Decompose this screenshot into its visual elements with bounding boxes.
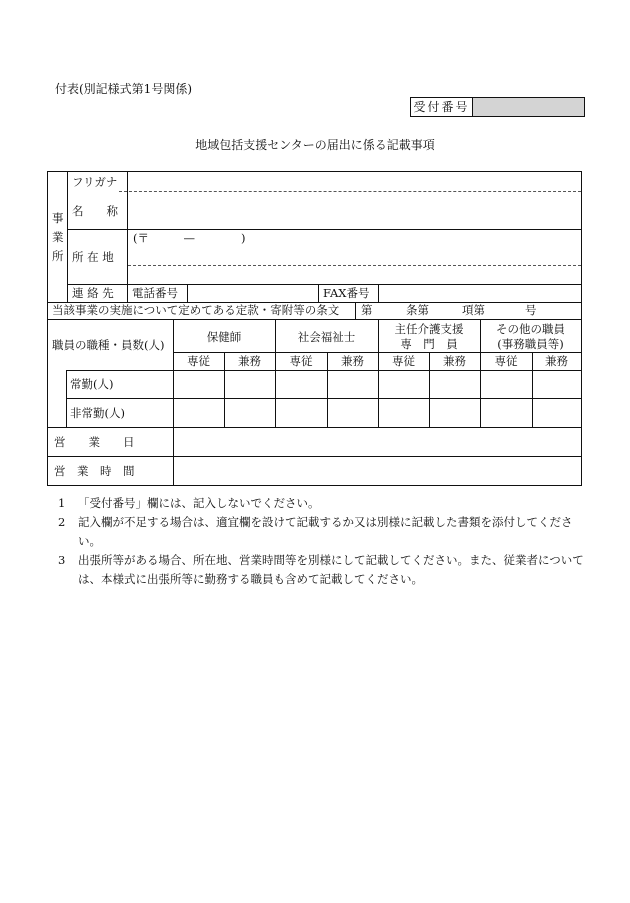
divider-address — [128, 265, 581, 266]
row-fulltime-label: 常勤(人) — [70, 377, 114, 391]
business-days-label: 営 業 日 — [54, 435, 135, 449]
receipt-number-field[interactable] — [473, 98, 584, 116]
note-number: 1 — [58, 496, 66, 510]
furigana-label: フリガナ — [72, 175, 118, 189]
vline-label — [127, 172, 128, 302]
profession-other-line2: (事務職員等) — [497, 337, 564, 351]
office-label-2: 業 — [52, 230, 64, 244]
receipt-number-box — [410, 97, 585, 117]
note-text: 記入欄が不足する場合は、適宜欄を設けて記載するか又は別様に記載した書類を添付してください。 — [78, 515, 573, 548]
divider-staff — [48, 319, 581, 320]
vline-fax-label — [318, 284, 319, 302]
divider-furigana — [119, 191, 581, 192]
note-item — [58, 494, 590, 513]
phone-label: 電話番号 — [132, 286, 178, 300]
notification-form — [47, 171, 582, 486]
note-number: 2 — [58, 515, 66, 529]
name-label: 名 称 — [72, 204, 118, 218]
divider-days — [48, 427, 581, 428]
vline-rows — [66, 370, 67, 427]
concurrent-header-2: 兼務 — [341, 354, 364, 368]
office-label-1: 事 — [52, 211, 64, 225]
note-text: 出張所等がある場合、所在地、営業時間等を別様にして記載してください。また、従業者については、本様式に出張所等に勤務する職員も含めて記載してください。 — [78, 553, 584, 586]
office-label-3: 所 — [52, 249, 64, 263]
divider-fulltime — [66, 370, 581, 371]
page-title: 地域包括支援センターの届出に係る記載事項 — [195, 138, 435, 152]
note-item — [58, 551, 590, 589]
vline-phone — [187, 284, 188, 302]
note-text: 「受付番号」欄には、記入しないでください。 — [78, 496, 320, 510]
concurrent-header-3: 兼務 — [443, 354, 466, 368]
concurrent-header-1: 兼務 — [238, 354, 261, 368]
article-part-1: 第 — [361, 303, 373, 317]
vline-bylaws — [355, 302, 356, 319]
profession-public-health-nurse: 保健師 — [206, 330, 242, 344]
note-item — [58, 513, 590, 551]
note-number: 3 — [58, 553, 66, 567]
address-label: 所 在 地 — [72, 250, 114, 264]
profession-social-worker: 社会福祉士 — [297, 330, 356, 344]
divider-staff-sub — [173, 352, 581, 353]
dedicated-header-3: 専従 — [392, 354, 415, 368]
article-part-4: 号 — [525, 303, 537, 317]
vline-fax-value — [378, 284, 379, 302]
dedicated-header-2: 専従 — [289, 354, 313, 368]
fax-label: FAX番号 — [323, 286, 370, 300]
divider-contact — [67, 284, 581, 285]
profession-other-line1: その他の職員 — [496, 322, 565, 336]
vline-office — [67, 172, 68, 302]
attachment-label: 付表(別記様式第1号関係) — [55, 82, 192, 96]
contact-label: 連 絡 先 — [72, 286, 114, 300]
article-part-3: 項第 — [462, 303, 485, 317]
receipt-number-label: 受付番号 — [411, 98, 473, 116]
article-part-2: 条第 — [406, 303, 429, 317]
profession-care-manager-line2: 専 門 員 — [400, 337, 458, 351]
concurrent-header-4: 兼務 — [545, 354, 568, 368]
bylaws-label: 当該事業の実施について定めてある定款・寄附等の条文 — [52, 303, 340, 317]
divider-parttime — [66, 398, 581, 399]
postal-code-prefix: (〒 — ) — [133, 231, 246, 245]
row-parttime-label: 非常勤(人) — [70, 406, 125, 420]
divider-name — [67, 229, 581, 230]
dedicated-header-1: 専従 — [187, 354, 210, 368]
dedicated-header-4: 専従 — [494, 354, 518, 368]
notes — [58, 494, 590, 589]
profession-care-manager-line1: 主任介護支援 — [394, 322, 464, 336]
business-hours-label: 営 業 時 間 — [54, 464, 135, 478]
staff-label: 職員の職種・員数(人) — [52, 338, 165, 352]
divider-hours — [48, 456, 581, 457]
